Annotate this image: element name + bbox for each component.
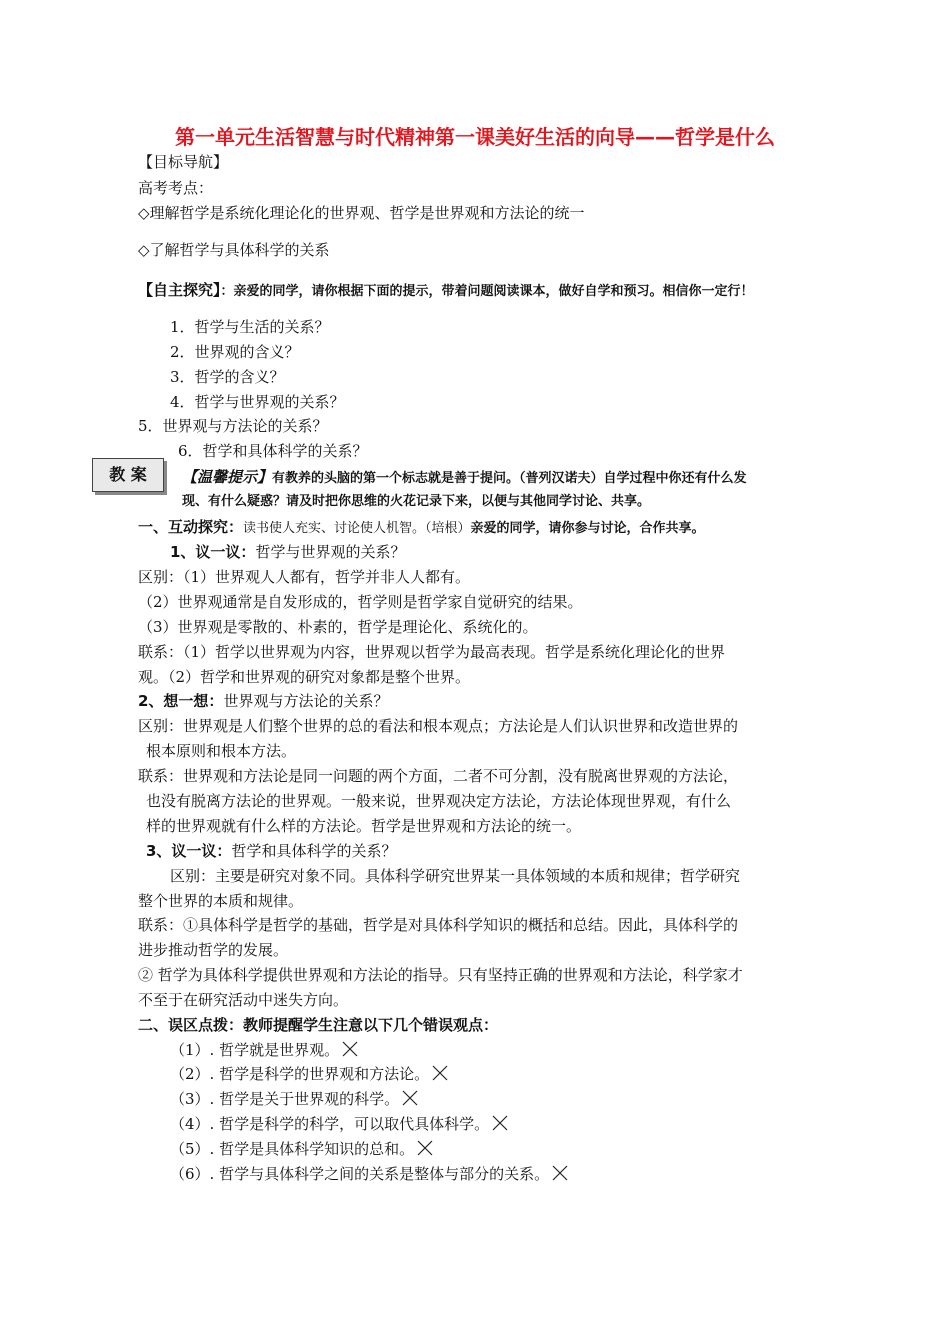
- q2-heading: [138, 691, 388, 711]
- cross-mark-icon: [431, 1064, 449, 1082]
- error-item-3: [170, 1089, 419, 1109]
- error-item-5: [170, 1139, 434, 1159]
- section-1-quote: 读书使人充实、讨论使人机智。（培根）: [243, 521, 471, 536]
- section-2-heading: 二、误区点拨：教师提醒学生注意以下几个错误观点：: [138, 1016, 499, 1034]
- self-explore: [138, 280, 754, 302]
- q3-line-1: 区别：主要是研究对象不同。具体科学研究世界某一具体领域的本质和规律；哲学研究: [170, 867, 741, 885]
- cross-mark-icon: [341, 1040, 359, 1058]
- self-explore-label: 【自主探究】: [138, 281, 221, 299]
- self-explore-text: ：亲爱的同学，请你根据下面的提示，带着问题阅读课本，做好自学和预习。相信你一定行！: [220, 284, 754, 299]
- q3-line-4: 进步推动哲学的发展。: [138, 941, 289, 959]
- error-item-4: [170, 1114, 509, 1134]
- question-5: 5．世界观与方法论的关系？: [138, 417, 328, 435]
- q2-line-5: 样的世界观就有什么样的方法论。哲学是世界观和方法论的统一。: [146, 817, 582, 835]
- point-2: ◇了解哲学与具体科学的关系: [138, 241, 330, 259]
- q1-line-4: 联系：（1）哲学以世界观为内容，世界观以哲学为最高表现。哲学是系统化理论化的世界: [138, 643, 726, 661]
- error-text-6: （6）. 哲学与具体科学之间的关系是整体与部分的关系。: [170, 1165, 550, 1183]
- error-item-1: [170, 1040, 359, 1060]
- question-4: 4．哲学与世界观的关系？: [170, 393, 345, 411]
- q2-line-2: 根本原则和根本方法。: [146, 742, 297, 760]
- error-item-6: [170, 1164, 569, 1184]
- teaching-plan-badge: 教 案: [92, 458, 164, 492]
- q1-text: 哲学与世界观的关系？: [255, 543, 406, 561]
- q1-line-2: （2）世界观通常是自发形成的，哲学则是哲学家自觉研究的结果。: [138, 593, 583, 611]
- q1-line-5: 观。（2）哲学和世界观的研究对象都是整个世界。: [138, 668, 471, 686]
- q2-head: 2、想一想：: [138, 692, 224, 710]
- q3-line-5: ② 哲学为具体科学提供世界观和方法论的指导。只有坚持正确的世界观和方法论，科学家才: [138, 966, 743, 984]
- q3-line-2: 整个世界的本质和规律。: [138, 892, 304, 910]
- q3-text: 哲学和具体科学的关系？: [231, 842, 397, 860]
- q3-head: 3、议一议：: [146, 842, 232, 860]
- question-2: 2．世界观的含义？: [170, 343, 300, 361]
- tip-text-1: 有教养的头脑的第一个标志就是善于提问。（普列汉诺夫）自学过程中你还有什么发: [272, 471, 747, 486]
- tip-label: 【温馨提示】: [182, 468, 273, 486]
- q2-line-1: 区别：世界观是人们整个世界的总的看法和根本观点；方法论是人们认识世界和改造世界的: [138, 717, 739, 735]
- question-3: 3．哲学的含义？: [170, 368, 285, 386]
- q3-heading: [146, 841, 396, 861]
- exam-label: 高考考点：: [138, 179, 214, 197]
- cross-mark-icon: [416, 1139, 434, 1157]
- tip-line-1: [182, 467, 747, 489]
- error-text-2: （2）. 哲学是科学的世界观和方法论。: [170, 1065, 430, 1083]
- q3-line-3: 联系：①具体科学是哲学的基础，哲学是对具体科学知识的概括和总结。因此，具体科学的: [138, 916, 739, 934]
- error-text-1: （1）. 哲学就是世界观。: [170, 1041, 340, 1059]
- point-1: ◇理解哲学是系统化理论化的世界观、哲学是世界观和方法论的统一: [138, 204, 585, 222]
- error-text-5: （5）. 哲学是具体科学知识的总和。: [170, 1140, 415, 1158]
- error-item-2: [170, 1064, 449, 1084]
- error-text-3: （3）. 哲学是关于世界观的科学。: [170, 1090, 400, 1108]
- q1-line-1: 区别：（1）世界观人人都有，哲学并非人人都有。: [138, 568, 471, 586]
- q3-line-6: 不至于在研究活动中迷失方向。: [138, 991, 349, 1009]
- q2-text: 世界观与方法论的关系？: [223, 692, 389, 710]
- cross-mark-icon: [401, 1089, 419, 1107]
- q1-head: 1、议一议：: [170, 543, 256, 561]
- document-title: 第一单元生活智慧与时代精神第一课美好生活的向导——哲学是什么: [175, 125, 775, 149]
- question-1: 1．哲学与生活的关系？: [170, 318, 330, 336]
- section-1-heading: [138, 517, 705, 539]
- q1-heading: [170, 542, 405, 562]
- cross-mark-icon: [551, 1164, 569, 1182]
- cross-mark-icon: [491, 1114, 509, 1132]
- error-text-4: （4）. 哲学是科学的科学，可以取代具体科学。: [170, 1115, 490, 1133]
- nav-label: 【目标导航】: [138, 153, 229, 171]
- section-1-tail: 亲爱的同学，请你参与讨论，合作共享。: [470, 521, 705, 536]
- q2-line-3: 联系：世界观和方法论是同一问题的两个方面，二者不可分割，没有脱离世界观的方法论，: [138, 767, 739, 785]
- q2-line-4: 也没有脱离方法论的世界观。一般来说，世界观决定方法论，方法论体现世界观，有什么: [146, 792, 732, 810]
- tip-line-2: 现、有什么疑惑？请及时把你思维的火花记录下来，以便与其他同学讨论、共享。: [182, 494, 651, 509]
- question-6: 6．哲学和具体科学的关系？: [178, 442, 368, 460]
- q1-line-3: （3）世界观是零散的、朴素的，哲学是理论化、系统化的。: [138, 618, 538, 636]
- section-1-head: 一、互动探究：: [138, 518, 244, 536]
